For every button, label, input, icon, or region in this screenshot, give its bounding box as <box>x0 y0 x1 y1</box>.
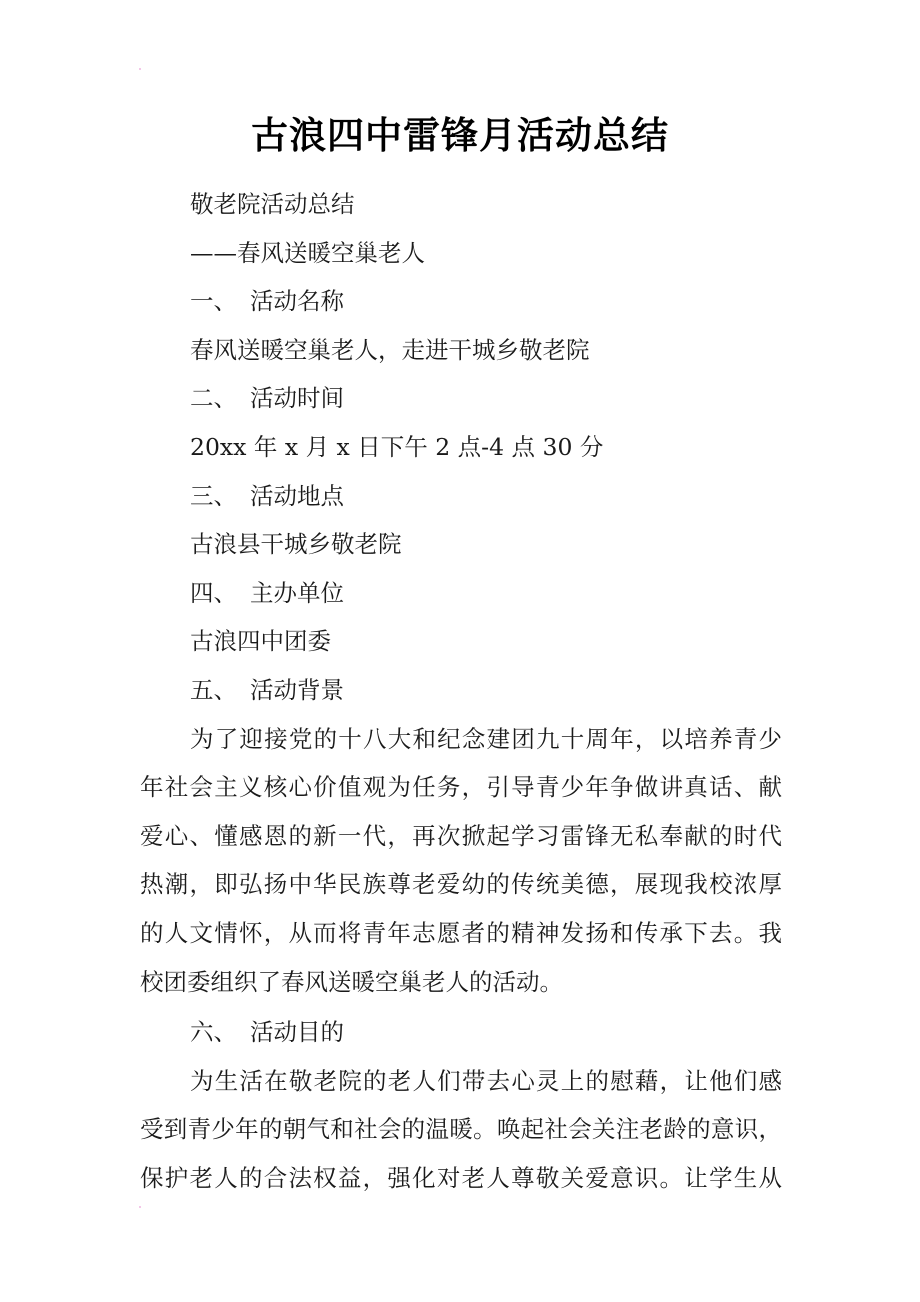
paragraph-line: 为了迎接党的十八大和纪念建团九十周年，以培养青少 <box>190 724 782 753</box>
section-heading-3 <box>140 472 782 521</box>
section-heading-5 <box>140 666 782 715</box>
paragraph-line: 爱心、懂感恩的新一代，再次掀起学习雷锋无私奉献的时代 <box>140 821 782 850</box>
page-corner-mark <box>139 1206 141 1208</box>
paragraph-line: 年社会主义核心价值观为任务，引导青少年争做讲真话、献 <box>140 773 782 802</box>
paragraph-line: 为生活在敬老院的老人们带去心灵上的慰藉，让他们感 <box>190 1066 782 1095</box>
tagline: ——春风送暖空巢老人 <box>190 238 425 267</box>
section-content-4: 古浪四中团委 <box>190 627 331 656</box>
section-content-1: 春风送暖空巢老人，走进干城乡敬老院 <box>190 335 590 364</box>
section-number: 六、 <box>190 1018 237 1047</box>
section-number: 四、 <box>190 578 237 607</box>
page-corner-mark <box>139 68 141 70</box>
paragraph-line: 保护老人的合法权益，强化对老人尊敬关爱意识。让学生从 <box>140 1163 782 1192</box>
section-heading-text: 主办单位 <box>250 578 344 607</box>
section-content-2: 20xx 年 x 月 x 日下午 2 点-4 点 30 分 <box>190 432 604 461</box>
section-heading-6 <box>140 1008 782 1057</box>
section-number: 五、 <box>190 675 237 704</box>
section-heading-1 <box>140 277 782 326</box>
section-heading-text: 活动时间 <box>250 384 344 413</box>
section-content-3: 古浪县干城乡敬老院 <box>190 530 402 559</box>
document-body <box>140 180 782 1202</box>
paragraph-line: 的人文情怀，从而将青年志愿者的精神发扬和传承下去。我 <box>140 918 782 947</box>
section-heading-2 <box>140 374 782 423</box>
section-heading-text: 活动地点 <box>250 481 344 510</box>
subtitle: 敬老院活动总结 <box>190 190 355 218</box>
section-heading-text: 活动名称 <box>250 287 344 316</box>
section-heading-4 <box>140 569 782 618</box>
section-number: 二、 <box>190 384 237 413</box>
section-heading-text: 活动背景 <box>250 675 344 704</box>
paragraph-line: 校团委组织了春风送暖空巢老人的活动。 <box>140 967 563 996</box>
paragraph-line: 受到青少年的朝气和社会的温暖。唤起社会关注老龄的意识， <box>140 1115 782 1144</box>
background-paragraph <box>140 715 782 1007</box>
section-number: 三、 <box>190 481 237 510</box>
section-heading-text: 活动目的 <box>250 1018 344 1047</box>
section-number: 一、 <box>190 287 237 316</box>
paragraph-line: 热潮，即弘扬中华民族尊老爱幼的传统美德，展现我校浓厚 <box>140 870 782 899</box>
document-title: 古浪四中雷锋月活动总结 <box>251 114 669 157</box>
purpose-paragraph <box>140 1057 782 1203</box>
